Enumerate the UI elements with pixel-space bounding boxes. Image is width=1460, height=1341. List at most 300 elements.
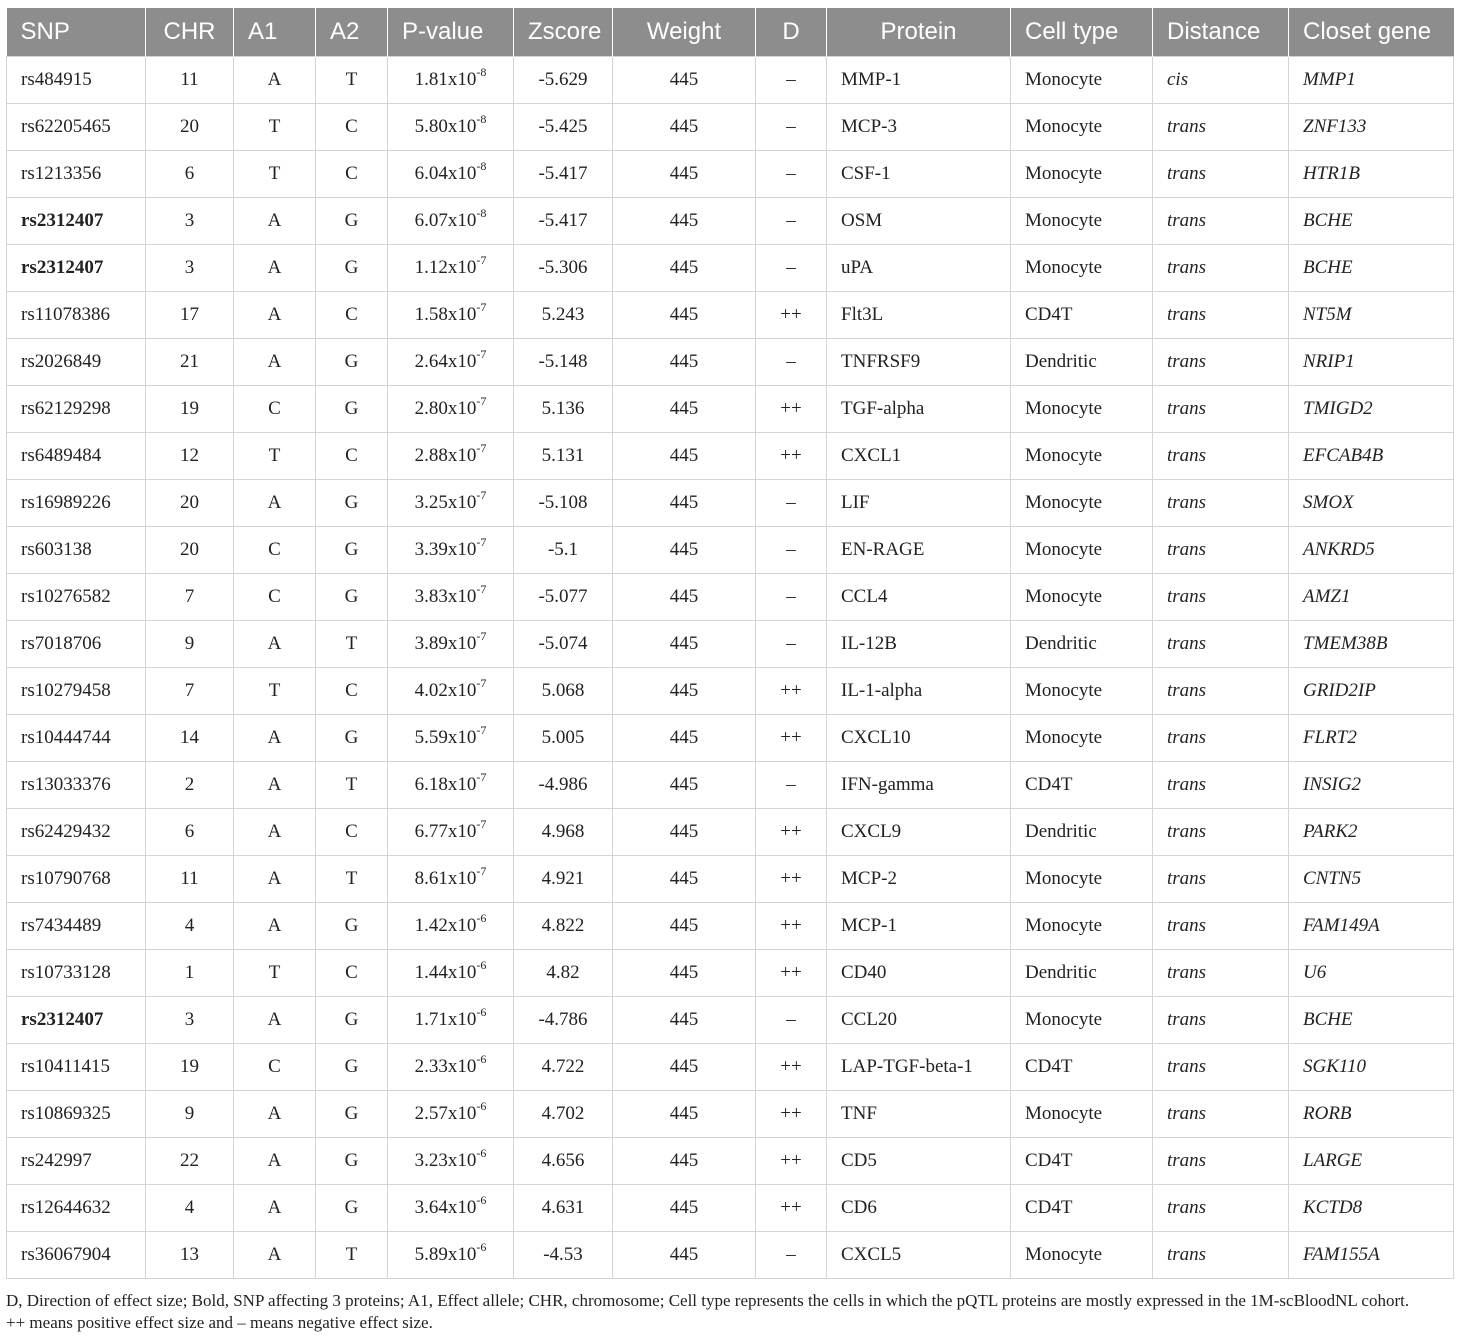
table-row <box>7 339 1454 386</box>
p-value-mantissa: 3.64x10 <box>414 1197 477 1218</box>
p-value-mantissa: 1.12x10 <box>414 257 477 278</box>
cell-p-value <box>388 292 514 339</box>
cell-closest-gene: FAM149A <box>1289 903 1454 950</box>
cell-closest-gene: CNTN5 <box>1289 856 1454 903</box>
cell-zscore: -5.629 <box>514 57 613 104</box>
table-row <box>7 480 1454 527</box>
cell-weight: 445 <box>613 433 756 480</box>
cell-p-value <box>388 1044 514 1091</box>
cell-a1: A <box>234 621 316 668</box>
p-value-exponent: -6 <box>476 1099 487 1113</box>
cell-chr: 20 <box>146 527 234 574</box>
cell-direction: – <box>756 151 827 198</box>
cell-snp: rs12644632 <box>7 1185 146 1232</box>
p-value-mantissa: 1.42x10 <box>414 915 477 936</box>
column-header: A2 <box>316 8 388 57</box>
cell-distance: trans <box>1153 1091 1289 1138</box>
table-row <box>7 1185 1454 1232</box>
p-value-mantissa: 2.88x10 <box>414 445 477 466</box>
cell-cell-type: CD4T <box>1011 1185 1153 1232</box>
p-value-mantissa: 6.77x10 <box>414 821 477 842</box>
table-row <box>7 292 1454 339</box>
cell-closest-gene: FAM155A <box>1289 1232 1454 1279</box>
cell-a1: A <box>234 245 316 292</box>
cell-cell-type: CD4T <box>1011 1138 1153 1185</box>
p-value-mantissa: 3.39x10 <box>414 539 477 560</box>
cell-a2: G <box>316 1091 388 1138</box>
cell-p-value <box>388 57 514 104</box>
cell-snp: rs603138 <box>7 527 146 574</box>
footnote-2: ++ means positive effect size and – means negative effect size. <box>6 1313 433 1332</box>
cell-cell-type: Monocyte <box>1011 715 1153 762</box>
p-value-mantissa: 1.44x10 <box>414 962 477 983</box>
cell-a2: G <box>316 198 388 245</box>
cell-closest-gene: GRID2IP <box>1289 668 1454 715</box>
cell-a1: T <box>234 151 316 198</box>
cell-chr: 13 <box>146 1232 234 1279</box>
cell-p-value <box>388 104 514 151</box>
cell-cell-type: Monocyte <box>1011 574 1153 621</box>
p-value-mantissa: 6.18x10 <box>414 774 477 795</box>
table-row <box>7 57 1454 104</box>
cell-distance: trans <box>1153 245 1289 292</box>
cell-a1: A <box>234 1091 316 1138</box>
cell-snp: rs6489484 <box>7 433 146 480</box>
cell-zscore: -4.53 <box>514 1232 613 1279</box>
pqtl-table <box>6 8 1454 1279</box>
table-row <box>7 668 1454 715</box>
cell-zscore: -4.986 <box>514 762 613 809</box>
cell-direction: – <box>756 1232 827 1279</box>
cell-a1: A <box>234 997 316 1044</box>
cell-cell-type: CD4T <box>1011 292 1153 339</box>
cell-a2: G <box>316 997 388 1044</box>
cell-chr: 20 <box>146 104 234 151</box>
p-value-exponent: -6 <box>476 958 487 972</box>
cell-distance: trans <box>1153 151 1289 198</box>
cell-protein: LAP-TGF-beta-1 <box>827 1044 1011 1091</box>
cell-zscore: 4.631 <box>514 1185 613 1232</box>
cell-distance: trans <box>1153 292 1289 339</box>
cell-direction: – <box>756 527 827 574</box>
column-header: Zscore <box>514 8 613 57</box>
cell-a2: G <box>316 386 388 433</box>
cell-closest-gene: BCHE <box>1289 245 1454 292</box>
cell-weight: 445 <box>613 715 756 762</box>
cell-direction: – <box>756 104 827 151</box>
cell-distance: trans <box>1153 198 1289 245</box>
cell-chr: 11 <box>146 856 234 903</box>
column-header: Protein <box>827 8 1011 57</box>
p-value-mantissa: 3.89x10 <box>414 633 477 654</box>
cell-zscore: 5.131 <box>514 433 613 480</box>
cell-chr: 3 <box>146 997 234 1044</box>
cell-chr: 19 <box>146 1044 234 1091</box>
cell-cell-type: Dendritic <box>1011 339 1153 386</box>
cell-a2: G <box>316 1185 388 1232</box>
p-value-mantissa: 2.64x10 <box>414 351 477 372</box>
column-header: Weight <box>613 8 756 57</box>
cell-zscore: 4.968 <box>514 809 613 856</box>
cell-weight: 445 <box>613 1138 756 1185</box>
cell-chr: 21 <box>146 339 234 386</box>
cell-snp: rs10279458 <box>7 668 146 715</box>
p-value-exponent: -7 <box>476 347 487 361</box>
cell-distance: trans <box>1153 433 1289 480</box>
cell-a2: C <box>316 668 388 715</box>
p-value-exponent: -7 <box>476 676 487 690</box>
cell-p-value <box>388 809 514 856</box>
cell-a2: G <box>316 715 388 762</box>
cell-weight: 445 <box>613 292 756 339</box>
cell-zscore: -5.074 <box>514 621 613 668</box>
cell-snp: rs36067904 <box>7 1232 146 1279</box>
cell-p-value <box>388 668 514 715</box>
cell-distance: trans <box>1153 480 1289 527</box>
cell-snp: rs7018706 <box>7 621 146 668</box>
cell-chr: 7 <box>146 668 234 715</box>
footnote-1: D, Direction of effect size; Bold, SNP affecting 3 proteins; A1, Effect allele; CHR, chromosome; Cell type represents the cells in which the pQTL proteins are mostly expressed in the 1M-scBloodNL cohort. <box>6 1291 1410 1310</box>
cell-direction: – <box>756 997 827 1044</box>
cell-a2: C <box>316 809 388 856</box>
cell-closest-gene: HTR1B <box>1289 151 1454 198</box>
cell-weight: 445 <box>613 809 756 856</box>
cell-direction: – <box>756 198 827 245</box>
cell-snp: rs10444744 <box>7 715 146 762</box>
cell-closest-gene: BCHE <box>1289 198 1454 245</box>
cell-closest-gene: PARK2 <box>1289 809 1454 856</box>
cell-distance: trans <box>1153 856 1289 903</box>
cell-snp: rs2312407 <box>7 245 146 292</box>
cell-closest-gene: NT5M <box>1289 292 1454 339</box>
cell-a2: T <box>316 762 388 809</box>
cell-cell-type: Dendritic <box>1011 809 1153 856</box>
cell-closest-gene: BCHE <box>1289 997 1454 1044</box>
cell-p-value <box>388 762 514 809</box>
footnotes <box>6 1290 1446 1334</box>
cell-cell-type: Dendritic <box>1011 621 1153 668</box>
cell-closest-gene: NRIP1 <box>1289 339 1454 386</box>
cell-cell-type: Monocyte <box>1011 104 1153 151</box>
cell-closest-gene: TMIGD2 <box>1289 386 1454 433</box>
cell-zscore: 5.243 <box>514 292 613 339</box>
cell-chr: 17 <box>146 292 234 339</box>
cell-direction: ++ <box>756 386 827 433</box>
cell-snp: rs2312407 <box>7 997 146 1044</box>
cell-distance: trans <box>1153 386 1289 433</box>
cell-a2: T <box>316 57 388 104</box>
cell-chr: 19 <box>146 386 234 433</box>
cell-chr: 4 <box>146 1185 234 1232</box>
cell-chr: 1 <box>146 950 234 997</box>
cell-distance: trans <box>1153 1044 1289 1091</box>
cell-direction: ++ <box>756 1044 827 1091</box>
p-value-exponent: -6 <box>476 1052 487 1066</box>
table-row <box>7 574 1454 621</box>
table-row <box>7 997 1454 1044</box>
p-value-exponent: -6 <box>476 1146 487 1160</box>
cell-weight: 445 <box>613 1091 756 1138</box>
cell-a1: A <box>234 903 316 950</box>
cell-cell-type: CD4T <box>1011 762 1153 809</box>
cell-a2: T <box>316 621 388 668</box>
cell-snp: rs10733128 <box>7 950 146 997</box>
cell-cell-type: Monocyte <box>1011 433 1153 480</box>
cell-distance: trans <box>1153 104 1289 151</box>
cell-protein: CD40 <box>827 950 1011 997</box>
cell-zscore: -4.786 <box>514 997 613 1044</box>
cell-cell-type: Monocyte <box>1011 903 1153 950</box>
cell-weight: 445 <box>613 1185 756 1232</box>
cell-p-value <box>388 386 514 433</box>
cell-a1: A <box>234 856 316 903</box>
cell-chr: 3 <box>146 198 234 245</box>
cell-a2: G <box>316 339 388 386</box>
cell-distance: trans <box>1153 668 1289 715</box>
cell-protein: OSM <box>827 198 1011 245</box>
cell-weight: 445 <box>613 903 756 950</box>
cell-snp: rs1213356 <box>7 151 146 198</box>
cell-protein: CXCL9 <box>827 809 1011 856</box>
p-value-exponent: -7 <box>476 770 487 784</box>
cell-distance: trans <box>1153 339 1289 386</box>
table-row <box>7 433 1454 480</box>
cell-snp: rs10790768 <box>7 856 146 903</box>
cell-direction: ++ <box>756 950 827 997</box>
cell-protein: CCL20 <box>827 997 1011 1044</box>
cell-zscore: 4.82 <box>514 950 613 997</box>
p-value-mantissa: 2.33x10 <box>414 1056 477 1077</box>
cell-a1: C <box>234 527 316 574</box>
cell-a2: G <box>316 1138 388 1185</box>
p-value-mantissa: 5.59x10 <box>414 727 477 748</box>
cell-zscore: -5.417 <box>514 151 613 198</box>
cell-cell-type: Monocyte <box>1011 245 1153 292</box>
p-value-exponent: -8 <box>476 65 487 79</box>
table-row <box>7 198 1454 245</box>
cell-distance: trans <box>1153 715 1289 762</box>
cell-direction: ++ <box>756 1185 827 1232</box>
cell-chr: 6 <box>146 151 234 198</box>
cell-chr: 4 <box>146 903 234 950</box>
cell-closest-gene: TMEM38B <box>1289 621 1454 668</box>
cell-protein: IFN-gamma <box>827 762 1011 809</box>
cell-direction: – <box>756 762 827 809</box>
cell-closest-gene: FLRT2 <box>1289 715 1454 762</box>
cell-weight: 445 <box>613 1044 756 1091</box>
cell-cell-type: Monocyte <box>1011 57 1153 104</box>
cell-chr: 7 <box>146 574 234 621</box>
cell-weight: 445 <box>613 574 756 621</box>
cell-a1: C <box>234 1044 316 1091</box>
cell-zscore: 4.656 <box>514 1138 613 1185</box>
cell-distance: trans <box>1153 1138 1289 1185</box>
cell-a2: G <box>316 1044 388 1091</box>
cell-protein: MCP-3 <box>827 104 1011 151</box>
cell-distance: trans <box>1153 903 1289 950</box>
cell-closest-gene: ANKRD5 <box>1289 527 1454 574</box>
cell-cell-type: Monocyte <box>1011 386 1153 433</box>
table-row <box>7 527 1454 574</box>
p-value-exponent: -8 <box>476 112 487 126</box>
cell-protein: IL-1-alpha <box>827 668 1011 715</box>
cell-zscore: -5.108 <box>514 480 613 527</box>
cell-closest-gene: SGK110 <box>1289 1044 1454 1091</box>
cell-p-value <box>388 715 514 762</box>
cell-p-value <box>388 480 514 527</box>
cell-snp: rs2026849 <box>7 339 146 386</box>
p-value-exponent: -7 <box>476 300 487 314</box>
cell-weight: 445 <box>613 950 756 997</box>
p-value-exponent: -6 <box>476 911 487 925</box>
cell-cell-type: Monocyte <box>1011 997 1153 1044</box>
table-row <box>7 809 1454 856</box>
cell-snp: rs484915 <box>7 57 146 104</box>
p-value-mantissa: 6.07x10 <box>414 210 477 231</box>
table-row <box>7 1044 1454 1091</box>
cell-p-value <box>388 198 514 245</box>
cell-p-value <box>388 151 514 198</box>
column-header: A1 <box>234 8 316 57</box>
cell-direction: – <box>756 339 827 386</box>
cell-a1: A <box>234 57 316 104</box>
cell-direction: ++ <box>756 292 827 339</box>
cell-protein: uPA <box>827 245 1011 292</box>
cell-direction: ++ <box>756 1138 827 1185</box>
column-header: SNP <box>7 8 146 57</box>
cell-snp: rs2312407 <box>7 198 146 245</box>
cell-a1: A <box>234 1185 316 1232</box>
table-row <box>7 1091 1454 1138</box>
cell-distance: trans <box>1153 950 1289 997</box>
cell-chr: 22 <box>146 1138 234 1185</box>
p-value-mantissa: 2.80x10 <box>414 398 477 419</box>
cell-p-value <box>388 1185 514 1232</box>
cell-a1: A <box>234 809 316 856</box>
cell-a2: T <box>316 1232 388 1279</box>
cell-chr: 11 <box>146 57 234 104</box>
cell-cell-type: Monocyte <box>1011 1091 1153 1138</box>
cell-closest-gene: U6 <box>1289 950 1454 997</box>
cell-weight: 445 <box>613 245 756 292</box>
p-value-mantissa: 1.71x10 <box>414 1009 477 1030</box>
column-header: CHR <box>146 8 234 57</box>
cell-direction: ++ <box>756 856 827 903</box>
cell-snp: rs7434489 <box>7 903 146 950</box>
cell-snp: rs62205465 <box>7 104 146 151</box>
cell-a1: A <box>234 762 316 809</box>
cell-closest-gene: EFCAB4B <box>1289 433 1454 480</box>
cell-protein: Flt3L <box>827 292 1011 339</box>
table-row <box>7 856 1454 903</box>
cell-zscore: 5.005 <box>514 715 613 762</box>
cell-distance: trans <box>1153 1232 1289 1279</box>
cell-cell-type: Dendritic <box>1011 950 1153 997</box>
cell-a2: G <box>316 574 388 621</box>
cell-protein: MCP-2 <box>827 856 1011 903</box>
column-header: Distance <box>1153 8 1289 57</box>
p-value-mantissa: 1.81x10 <box>414 69 477 90</box>
cell-a2: C <box>316 292 388 339</box>
cell-zscore: 4.822 <box>514 903 613 950</box>
cell-weight: 445 <box>613 856 756 903</box>
cell-a1: A <box>234 292 316 339</box>
cell-chr: 3 <box>146 245 234 292</box>
cell-cell-type: Monocyte <box>1011 668 1153 715</box>
cell-p-value <box>388 997 514 1044</box>
p-value-exponent: -8 <box>476 206 487 220</box>
cell-closest-gene: AMZ1 <box>1289 574 1454 621</box>
cell-a1: T <box>234 433 316 480</box>
cell-a2: G <box>316 480 388 527</box>
p-value-mantissa: 5.80x10 <box>414 116 477 137</box>
p-value-exponent: -7 <box>476 582 487 596</box>
cell-snp: rs10869325 <box>7 1091 146 1138</box>
cell-cell-type: Monocyte <box>1011 198 1153 245</box>
p-value-mantissa: 6.04x10 <box>414 163 477 184</box>
cell-snp: rs16989226 <box>7 480 146 527</box>
cell-snp: rs11078386 <box>7 292 146 339</box>
cell-zscore: 5.136 <box>514 386 613 433</box>
cell-weight: 445 <box>613 57 756 104</box>
cell-direction: ++ <box>756 668 827 715</box>
cell-direction: ++ <box>756 433 827 480</box>
cell-zscore: -5.077 <box>514 574 613 621</box>
p-value-mantissa: 5.89x10 <box>414 1244 477 1265</box>
cell-a1: T <box>234 950 316 997</box>
table-row <box>7 715 1454 762</box>
cell-direction: – <box>756 574 827 621</box>
cell-closest-gene: KCTD8 <box>1289 1185 1454 1232</box>
p-value-mantissa: 3.25x10 <box>414 492 477 513</box>
cell-p-value <box>388 433 514 480</box>
cell-snp: rs62429432 <box>7 809 146 856</box>
cell-direction: – <box>756 480 827 527</box>
p-value-mantissa: 4.02x10 <box>414 680 477 701</box>
p-value-exponent: -7 <box>476 723 487 737</box>
cell-zscore: 5.068 <box>514 668 613 715</box>
cell-a2: C <box>316 950 388 997</box>
cell-closest-gene: ZNF133 <box>1289 104 1454 151</box>
cell-chr: 12 <box>146 433 234 480</box>
cell-a1: C <box>234 574 316 621</box>
cell-direction: – <box>756 621 827 668</box>
p-value-mantissa: 3.23x10 <box>414 1150 477 1171</box>
table-row <box>7 104 1454 151</box>
cell-a1: A <box>234 480 316 527</box>
p-value-mantissa: 8.61x10 <box>414 868 477 889</box>
p-value-exponent: -7 <box>476 817 487 831</box>
cell-p-value <box>388 1138 514 1185</box>
cell-weight: 445 <box>613 104 756 151</box>
cell-protein: LIF <box>827 480 1011 527</box>
cell-chr: 2 <box>146 762 234 809</box>
cell-direction: ++ <box>756 809 827 856</box>
cell-a2: G <box>316 903 388 950</box>
cell-distance: trans <box>1153 574 1289 621</box>
cell-cell-type: Monocyte <box>1011 1232 1153 1279</box>
cell-closest-gene: MMP1 <box>1289 57 1454 104</box>
cell-distance: trans <box>1153 527 1289 574</box>
cell-closest-gene: RORB <box>1289 1091 1454 1138</box>
cell-p-value <box>388 950 514 997</box>
table-row <box>7 245 1454 292</box>
cell-a1: A <box>234 339 316 386</box>
header-row <box>7 8 1454 57</box>
cell-weight: 445 <box>613 386 756 433</box>
cell-a2: G <box>316 245 388 292</box>
cell-chr: 20 <box>146 480 234 527</box>
